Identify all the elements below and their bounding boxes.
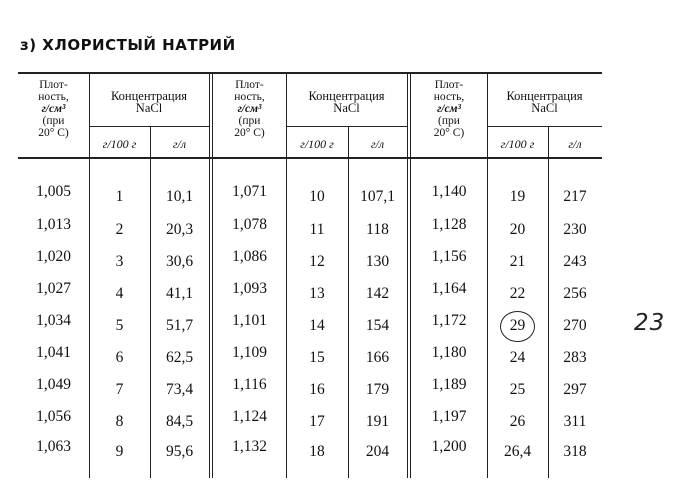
density-cell: 1,109 [232, 344, 267, 361]
density-header-line: 20° С) [234, 127, 265, 139]
concentration-g100-cell: 26,4 [503, 443, 532, 460]
density-cell: 1,197 [431, 408, 467, 425]
density-cell: 1,013 [36, 216, 71, 233]
handwritten-note: 23 [634, 310, 666, 336]
density-cell: 1,078 [232, 216, 267, 233]
density-header-line: Плот- [434, 79, 464, 91]
concentration-header-line: NaCl [333, 101, 360, 115]
concentration-gl-cell: 20,3 [165, 221, 194, 238]
concentration-gl-cell: 204 [365, 443, 390, 460]
concentration-g100-cell: 2 [115, 221, 124, 238]
concentration-gl-cell: 179 [365, 381, 390, 398]
density-header-line: ность, [433, 91, 465, 103]
concentration-header-line: NaCl [135, 101, 163, 115]
concentration-gl-cell: 62,5 [165, 349, 194, 366]
unit-gl-header: г/л [172, 137, 187, 151]
concentration-g100-cell: 1 [115, 188, 124, 205]
density-header-line: Плот- [39, 79, 68, 91]
concentration-header-line: NaCl [531, 101, 558, 115]
concentration-subheader-rule [487, 126, 602, 127]
density-header-line: ность, [38, 91, 69, 103]
concentration-g100-cell: 21 [509, 253, 526, 270]
concentration-gl-cell: 73,4 [165, 381, 194, 398]
density-cell: 1,063 [36, 438, 71, 455]
unit-g100-header: г/100 г [300, 137, 334, 151]
concentration-gl-cell: 311 [563, 413, 587, 430]
concentration-g100-cell: 13 [309, 285, 325, 302]
density-header-line: (при [438, 115, 460, 127]
concentration-gl-cell: 230 [563, 221, 587, 238]
density-cell: 1,189 [431, 376, 467, 393]
concentration-gl-cell: 270 [563, 317, 587, 334]
concentration-gl-cell: 10,1 [165, 188, 194, 205]
concentration-g100-cell: 18 [309, 443, 325, 460]
density-header-line: г/см³ [237, 103, 262, 115]
concentration-subheader-rule [89, 126, 209, 127]
concentration-header-line: Концентрация [308, 89, 385, 103]
concentration-g100-cell: 4 [115, 285, 124, 302]
concentration-gl-cell: 154 [365, 317, 390, 334]
unit-g100-header: г/100 г [500, 137, 535, 151]
density-cell: 1,071 [232, 183, 267, 200]
concentration-gl-cell: 283 [563, 349, 587, 366]
density-header-line: ность, [234, 91, 265, 103]
page-title: з) ХЛОРИСТЫЙ НАТРИЙ [20, 36, 236, 54]
density-cell: 1,200 [431, 438, 467, 455]
density-header-line: 20° С) [38, 127, 69, 139]
table-top-rule [18, 72, 602, 74]
density-cell: 1,116 [232, 376, 267, 393]
density-cell: 1,086 [232, 248, 267, 265]
concentration-gl-cell: 118 [366, 221, 389, 238]
unit-gl-header: г/л [568, 137, 582, 151]
unit-g100-header: г/100 г [102, 137, 137, 151]
density-cell: 1,027 [36, 280, 71, 297]
density-cell: 1,005 [36, 183, 71, 200]
density-header-line: 20° С) [433, 127, 465, 139]
unit-gl-header: г/л [370, 137, 385, 151]
concentration-g100-cell: 10 [309, 188, 325, 205]
density-header-line: Плот- [235, 79, 264, 91]
concentration-g100-cell: 3 [115, 253, 124, 270]
density-header-line: г/см³ [437, 103, 461, 115]
density-cell: 1,156 [431, 248, 467, 265]
concentration-g100-cell: 6 [115, 349, 124, 366]
density-cell: 1,124 [232, 408, 267, 425]
concentration-g100-cell: 14 [309, 317, 325, 334]
density-cell: 1,132 [232, 438, 267, 455]
density-cell: 1,140 [431, 183, 467, 200]
concentration-g100-cell: 12 [309, 253, 325, 270]
density-header-line: (при [238, 115, 261, 127]
density-header-line: (при [42, 115, 65, 127]
concentration-g100-cell: 22 [509, 285, 526, 302]
concentration-gl-cell: 95,6 [165, 443, 194, 460]
concentration-gl-cell: 297 [563, 381, 587, 398]
density-header-line: г/см³ [41, 103, 66, 115]
concentration-gl-cell: 130 [365, 253, 390, 270]
header-bottom-rule [18, 157, 602, 159]
concentration-subheader-rule [286, 126, 407, 127]
concentration-gl-cell: 107,1 [360, 188, 395, 205]
concentration-g100-cell: 16 [309, 381, 325, 398]
density-cell: 1,172 [431, 312, 467, 329]
concentration-gl-cell: 142 [365, 285, 390, 302]
concentration-gl-cell: 166 [365, 349, 390, 366]
density-cell: 1,180 [431, 344, 467, 361]
concentration-gl-cell: 30,6 [165, 253, 194, 270]
concentration-gl-cell: 51,7 [165, 317, 194, 334]
concentration-g100-cell: 17 [309, 413, 325, 430]
concentration-header-line: Концентрация [506, 89, 583, 103]
concentration-gl-cell: 318 [563, 443, 587, 460]
density-cell: 1,049 [36, 376, 71, 393]
concentration-g100-cell: 11 [309, 221, 325, 238]
concentration-g100-cell: 8 [115, 413, 124, 430]
concentration-g100-cell: 26 [509, 413, 526, 430]
concentration-g100-cell: 15 [309, 349, 325, 366]
concentration-gl-cell: 41,1 [165, 285, 194, 302]
density-cell: 1,034 [36, 312, 71, 329]
density-cell: 1,101 [232, 312, 267, 329]
concentration-g100-cell: 29 [509, 317, 526, 334]
concentration-g100-cell: 20 [509, 221, 526, 238]
density-cell: 1,164 [431, 280, 467, 297]
concentration-gl-cell: 191 [365, 413, 390, 430]
concentration-g100-cell: 25 [509, 381, 526, 398]
concentration-gl-cell: 256 [563, 285, 587, 302]
concentration-gl-cell: 84,5 [165, 413, 194, 430]
concentration-g100-cell: 9 [115, 443, 124, 460]
concentration-g100-cell: 24 [509, 349, 526, 366]
concentration-g100-cell: 19 [509, 188, 526, 205]
density-cell: 1,020 [36, 248, 71, 265]
concentration-g100-cell: 7 [115, 381, 124, 398]
density-cell: 1,056 [36, 408, 71, 425]
density-cell: 1,128 [431, 216, 467, 233]
density-cell: 1,041 [36, 344, 71, 361]
concentration-g100-cell: 5 [115, 317, 124, 334]
density-cell: 1,093 [232, 280, 267, 297]
concentration-gl-cell: 243 [563, 253, 587, 270]
concentration-gl-cell: 217 [563, 188, 587, 205]
concentration-header-line: Концентрация [110, 89, 188, 103]
